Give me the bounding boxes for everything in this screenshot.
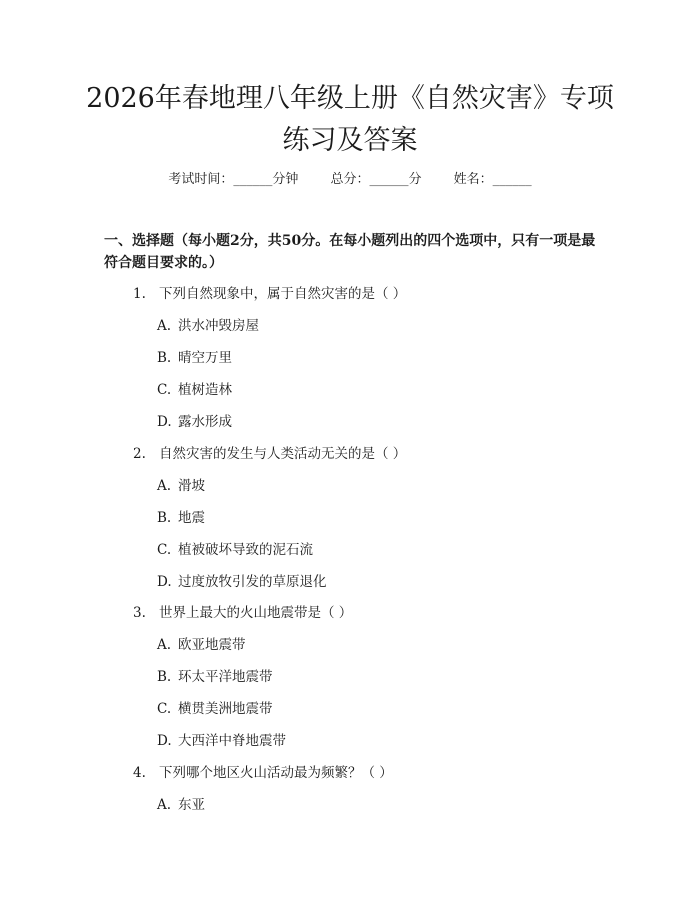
option-text: 植被破坏导致的泥石流 <box>178 542 313 558</box>
option-letter: C. <box>157 542 172 558</box>
option-3b <box>157 665 273 685</box>
question-text: 下列哪个地区火山活动最为频繁？（ ） <box>159 765 393 781</box>
option-3c <box>157 697 273 717</box>
option-letter: A. <box>157 478 172 494</box>
option-text: 露水形成 <box>178 414 232 430</box>
option-letter: B. <box>157 510 172 526</box>
exam-time: 考试时间：______分钟 <box>168 172 299 187</box>
question-3 <box>133 601 352 621</box>
option-text: 大西洋中脊地震带 <box>178 733 286 749</box>
option-text: 滑坡 <box>178 478 205 494</box>
option-letter: D. <box>157 574 172 590</box>
title-line-1: 2026年春地理八年级上册《自然灾害》专项 <box>86 83 614 114</box>
option-letter: A. <box>157 318 172 334</box>
option-text: 横贯美洲地震带 <box>178 701 273 717</box>
question-text: 下列自然现象中，属于自然灾害的是（ ） <box>159 286 407 302</box>
option-text: 环太平洋地震带 <box>178 669 273 685</box>
option-text: 东亚 <box>178 797 205 813</box>
option-2c <box>157 538 313 558</box>
option-text: 地震 <box>178 510 205 526</box>
option-letter: A. <box>157 637 172 653</box>
exam-meta <box>0 168 700 187</box>
question-text: 自然灾害的发生与人类活动无关的是（ ） <box>159 446 407 462</box>
question-number: 3. <box>133 605 146 621</box>
option-3a <box>157 633 246 653</box>
option-text: 晴空万里 <box>178 350 232 366</box>
option-1a <box>157 314 259 334</box>
option-letter: A. <box>157 797 172 813</box>
option-2b <box>157 506 205 526</box>
option-text: 植树造林 <box>178 382 232 398</box>
document-title <box>80 78 620 162</box>
question-number: 2. <box>133 446 146 462</box>
option-4a <box>157 793 205 813</box>
option-1c <box>157 378 232 398</box>
question-number: 4. <box>133 765 146 781</box>
option-text: 过度放牧引发的草原退化 <box>178 574 327 590</box>
question-4 <box>133 761 393 781</box>
section-heading: 一、选择题（每小题2分，共50分。在每小题列出的四个选项中，只有一项是最符合题目要求的。） <box>104 233 596 271</box>
option-letter: B. <box>157 669 172 685</box>
question-number: 1. <box>133 286 146 302</box>
option-1b <box>157 346 232 366</box>
option-text: 洪水冲毁房屋 <box>178 318 259 334</box>
option-letter: C. <box>157 701 172 717</box>
option-text: 欧亚地震带 <box>178 637 246 653</box>
option-2d <box>157 570 327 590</box>
option-letter: C. <box>157 382 172 398</box>
option-2a <box>157 474 205 494</box>
total-score: 总分：______分 <box>330 172 422 187</box>
option-1d <box>157 410 232 430</box>
option-3d <box>157 729 286 749</box>
question-2 <box>133 442 406 462</box>
option-letter: D. <box>157 414 172 430</box>
question-text: 世界上最大的火山地震带是（ ） <box>159 605 353 621</box>
option-letter: B. <box>157 350 172 366</box>
title-line-2: 练习及答案 <box>282 125 418 156</box>
option-letter: D. <box>157 733 172 749</box>
student-name: 姓名：______ <box>453 172 532 187</box>
question-1 <box>133 282 406 302</box>
